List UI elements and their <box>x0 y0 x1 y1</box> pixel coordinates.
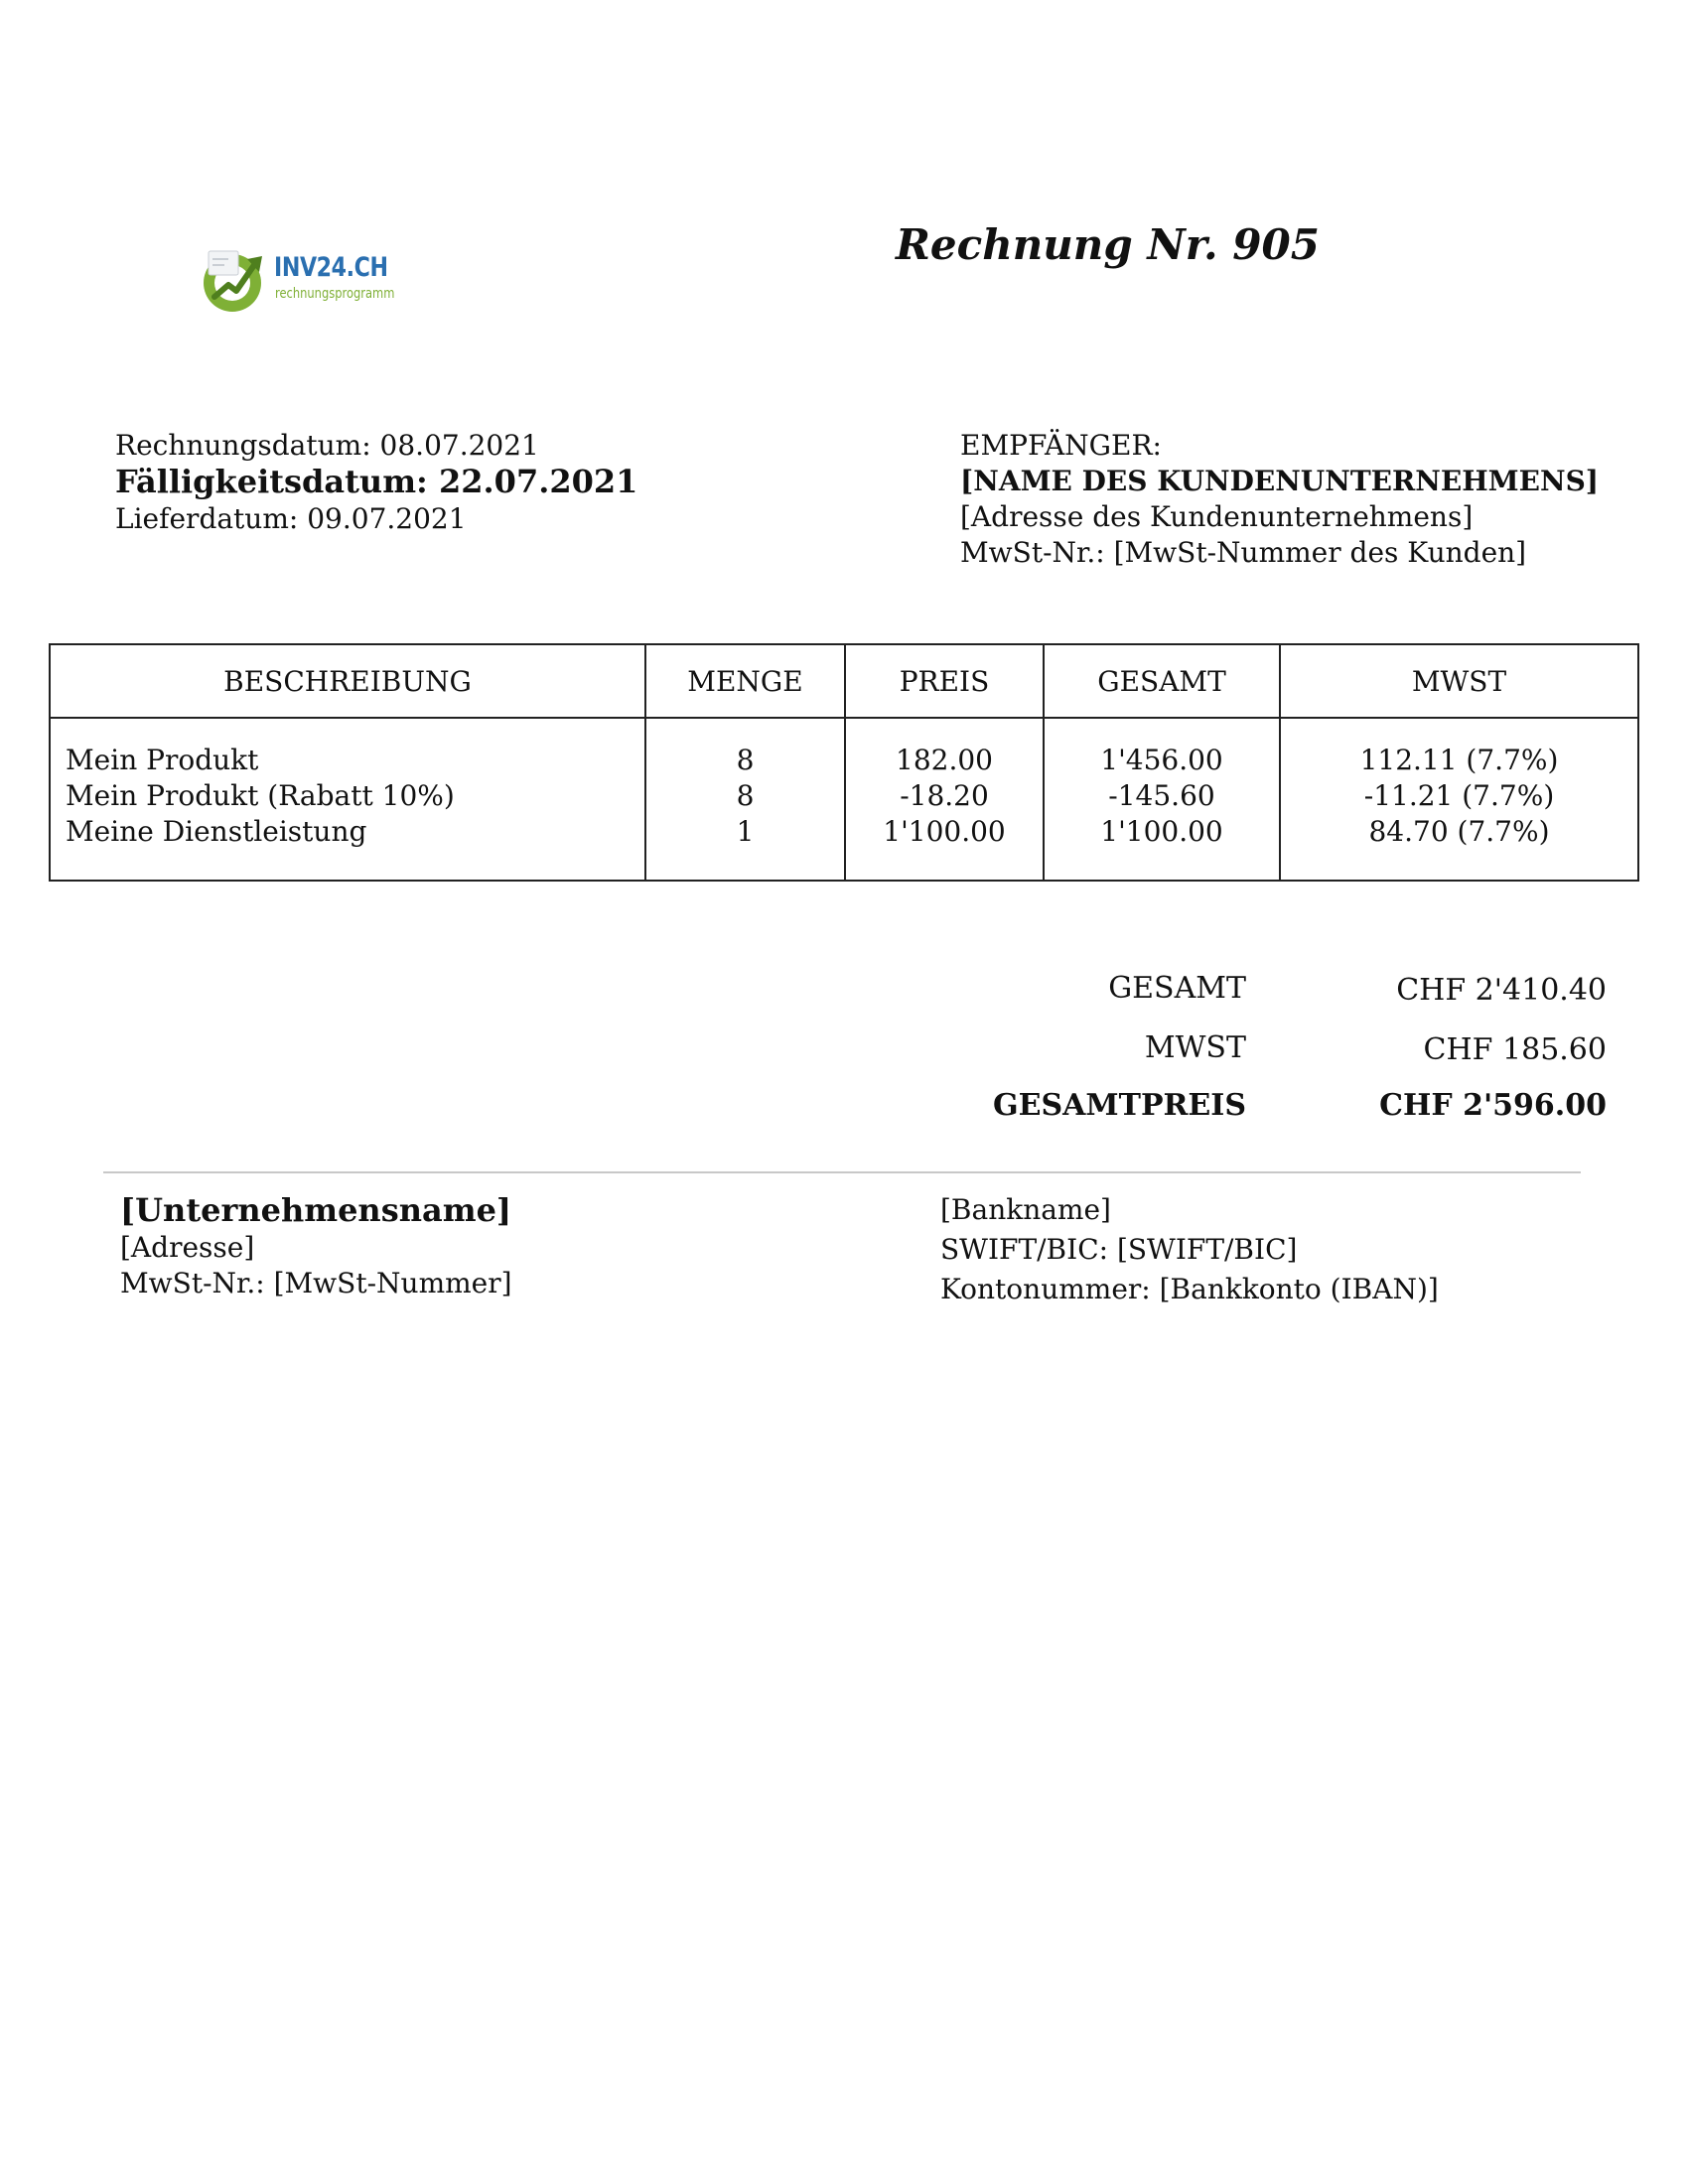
logo-mark-icon <box>199 245 270 315</box>
company-block <box>120 1190 512 1301</box>
subtotal-value: CHF 2'410.40 <box>1396 973 1607 1008</box>
logo-title: INV24.CH <box>274 252 388 283</box>
invoice-dates <box>115 427 637 537</box>
company-name: [Unternehmensname] <box>120 1191 512 1229</box>
grand-total-value: CHF 2'596.00 <box>1379 1088 1607 1123</box>
grand-total-label: GESAMTPREIS <box>992 1088 1246 1123</box>
row-price: -18.20 <box>900 779 989 812</box>
subtotal-label: GESAMT <box>1108 971 1246 1006</box>
row-total: -145.60 <box>1108 779 1215 812</box>
vat-cell <box>1280 718 1638 881</box>
invoice-date: Rechnungsdatum: 08.07.2021 <box>115 429 539 462</box>
quantity-cell <box>645 718 845 881</box>
row-description: Meine Dienstleistung <box>66 815 367 848</box>
row-quantity: 8 <box>736 744 755 776</box>
header-price: PREIS <box>845 644 1044 718</box>
table-body-row <box>50 718 1638 881</box>
recipient-block <box>960 428 1599 571</box>
recipient-address: [Adresse des Kundenunternehmens] <box>960 500 1474 533</box>
bank-name: [Bankname] <box>940 1193 1111 1226</box>
table-header-row <box>50 644 1638 718</box>
recipient-name: [NAME DES KUNDENUNTERNEHMENS] <box>960 465 1600 497</box>
header-total: GESAMT <box>1044 644 1280 718</box>
recipient-vat: MwSt-Nr.: [MwSt-Nummer des Kunden] <box>960 536 1527 569</box>
row-quantity: 1 <box>736 815 755 848</box>
header-quantity: MENGE <box>645 644 845 718</box>
row-total: 1'456.00 <box>1100 744 1223 776</box>
due-date: Fälligkeitsdatum: 22.07.2021 <box>115 463 638 500</box>
row-vat: 84.70 (7.7%) <box>1368 815 1550 848</box>
row-price: 182.00 <box>896 744 993 776</box>
delivery-date: Lieferdatum: 09.07.2021 <box>115 502 467 535</box>
bank-account: Kontonummer: [Bankkonto (IBAN)] <box>940 1273 1439 1305</box>
row-price: 1'100.00 <box>883 815 1006 848</box>
row-description: Mein Produkt (Rabatt 10%) <box>66 779 455 812</box>
bank-block <box>940 1190 1439 1309</box>
recipient-label: EMPFÄNGER: <box>960 429 1162 462</box>
description-cell <box>50 718 645 881</box>
company-logo <box>199 245 397 315</box>
items-table <box>49 643 1639 882</box>
bank-swift: SWIFT/BIC: [SWIFT/BIC] <box>940 1233 1298 1266</box>
price-cell <box>845 718 1044 881</box>
row-vat: -11.21 (7.7%) <box>1363 779 1555 812</box>
total-cell <box>1044 718 1280 881</box>
company-address: [Adresse] <box>120 1231 255 1264</box>
vat-total-label: MWST <box>1144 1030 1246 1065</box>
logo-subtitle: rechnungsprogramm <box>275 286 395 302</box>
footer-divider <box>103 1171 1581 1173</box>
row-vat: 112.11 (7.7%) <box>1359 744 1559 776</box>
header-vat: MWST <box>1280 644 1638 718</box>
row-quantity: 8 <box>736 779 755 812</box>
invoice-title: Rechnung Nr. 905 <box>896 220 1320 269</box>
company-vat: MwSt-Nr.: [MwSt-Nummer] <box>120 1267 512 1299</box>
row-total: 1'100.00 <box>1100 815 1223 848</box>
row-description: Mein Produkt <box>66 744 259 776</box>
header-description: BESCHREIBUNG <box>50 644 645 718</box>
vat-total-value: CHF 185.60 <box>1423 1032 1607 1067</box>
